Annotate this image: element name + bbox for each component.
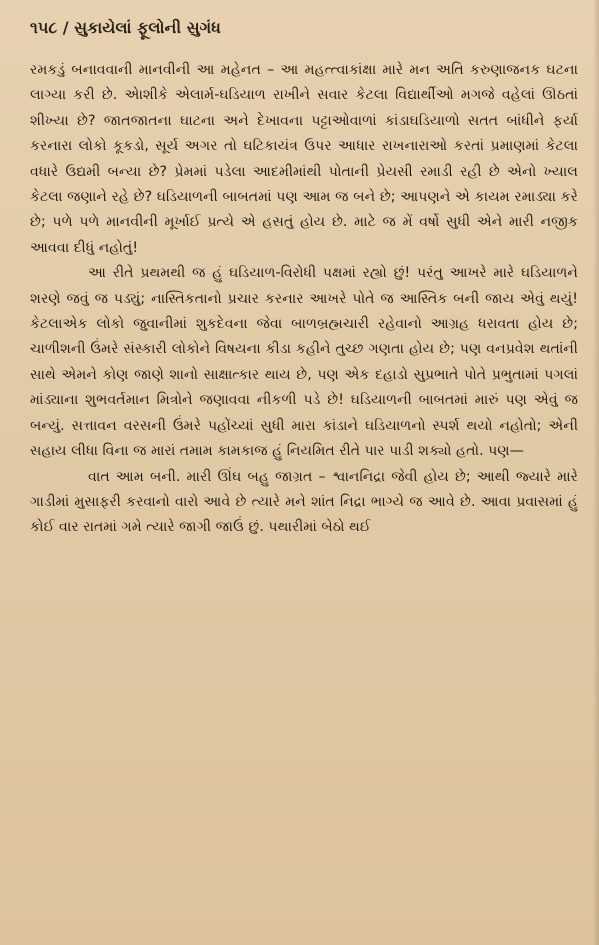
paragraph-3: વાત આમ બની. મારી ઊંઘ બહુ જાગ્રત – શ્વાનનિદ્રા જેવી હોય છે; આથી જ્યારે મારે ગાડીમાં મુસાફરી કરવાનો વારો આવે છે ત્યારે મને શાંત નિદ્રા ભાગ્યે જ આવે છે. આવા પ્રવાસમાં હું કોઈ વાર રાતમાં ગમે ત્યારે જાગી જાઉં છું. પથારીમાં બેઠો થઈ xyxy=(30,468,578,536)
page-edge-shadow xyxy=(593,0,599,945)
paragraph-2: આ રીતે પ્રથમથી જ હું ઘડિયાળ-વિરોધી પક્ષમાં રહ્યો છું! પરંતુ આખરે મારે ઘડિયાળને શરણે જવું જ પડ્યું; નાસ્તિકતાનો પ્રચાર કરનાર આખરે પોતે જ આસ્તિક બની જાય એવું થયું! કેટલાએક લોકો જુવાનીમાં શુકદેવના જેવા બાળબ્રહ્મચારી રહેવાનો આગ્રહ ધરાવતા હોય છે; ચાળીશની ઉંમરે સંસ્કારી લોકોને વિષયના કીડા કહીને તુચ્છ ગણતા હોય છે; પણ વનપ્રવેશ થતાંની સાથે એમને કોણ જાણે શાનો સાક્ષાત્કાર થાય છે, પણ એક દહાડો સુપ્રભાતે પોતે પ્રભુતામાં પગલાં માંડ્યાના શુભવર્તમાન મિત્રોને જણાવવા નીકળી પડે છે! ઘડિયાળની બાબતમાં મારું પણ એવું જ બન્યું. સત્તાવન વરસની ઉંમરે પહોંચ્યાં સુધી મારા કાંડાને ઘડિયાળનો સ્પર્શ થયો નહોતો; એની સહાય લીધા વિના જ મારાં તમામ કામકાજ હું નિયમિત રીતે પાર પાડી શક્યો હતો. પણ— xyxy=(30,265,578,460)
page-body xyxy=(30,58,578,541)
running-header: ૧૫૮ / સુકાયેલાં ફૂલોની સુગંધ xyxy=(30,18,221,37)
paragraph-1: રમકડું બનાવવાની માનવીની આ મહેનત – આ મહત્ત્વાકાંક્ષા મારે મન અતિ કરુણાજનક ઘટના લાગ્યા કરી છે. એાશીકે એલાર્મ-ઘડિયાળ રાખીને સવાર કેટલા વિદ્યાર્થીઓ મગજે વહેલાં ઊઠતાં શીખ્યા છે? જાતજાતના ઘાટના અને દેખાવના પટ્ટાઓવાળાં કાંડાઘડિયાળો સતત બાંધીને ફર્યા કરનારા લોકો કૂકડો, સૂર્ય અગર તો ઘટિકાયંત્ર ઉપર આધાર રાખનારાઓ કરતાં પ્રમાણમાં કેટલા વધારે ઉદ્યમી બન્યા છે? પ્રેમમાં પડેલા આદમીમાંથી પોતાની પ્રેયસી રમાડી રહી છે એનો ખ્યાલ કેટલા જણાને રહે છે? ઘડિયાળની બાબતમાં પણ આમ જ બને છે; આપણને એ કાયમ રમાડ્યા કરે છે; પળે પળે માનવીની મૂર્ખાઈ પ્રત્યે એ હસતું હોય છે. માટે જ મેં વર્ષો સુધી એને મારી નજીક આવવા દીધું નહોતું! xyxy=(30,62,578,256)
